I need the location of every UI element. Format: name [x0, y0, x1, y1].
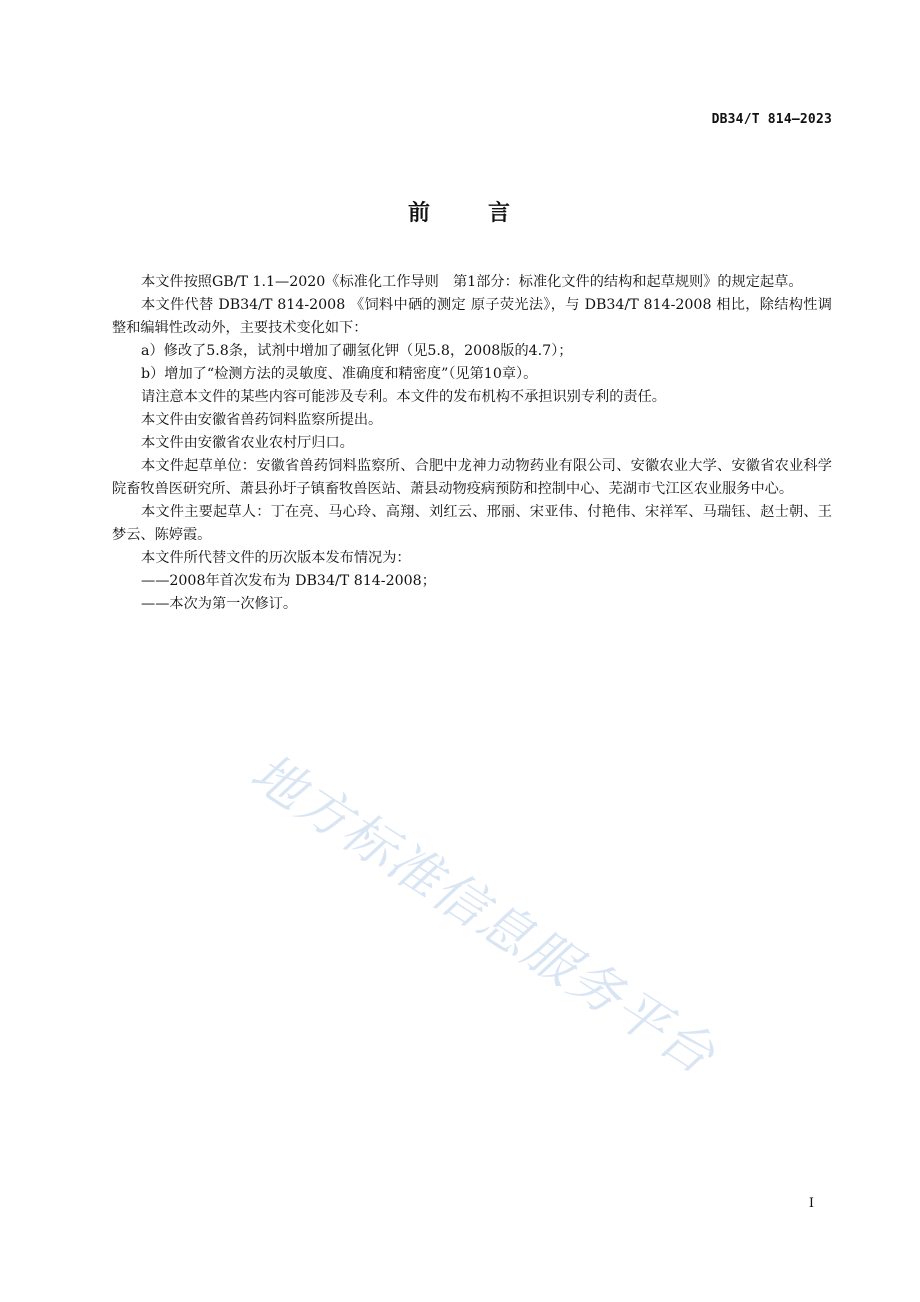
title-char-2: 言 [488, 201, 513, 226]
page-number: I [808, 1196, 814, 1211]
list-item-change-a: a）修改了5.8条，试剂中增加了硼氢化钾（见5.8，2008版的4.7）； [141, 343, 573, 359]
list-item-history-2008: ——2008年首次发布为 DB34/T 814-2008； [141, 573, 436, 589]
paragraph-history-intro: 本文件所代替文件的历次版本发布情况为： [141, 550, 411, 566]
paragraph-replaces: 本文件代替 DB34/T 814-2008 《饲料中硒的测定 原子荧光法》，与 DB34/T 814-2008 相比，除结构性调整和编辑性改动外，主要技术变化如下： [112, 297, 832, 336]
list-item-change-b: b）增加了“检测方法的灵敏度、准确度和精密度”（见第10章）。 [141, 366, 538, 382]
paragraph-proposed-by: 本文件由安徽省兽药饲料监察所提出。 [141, 412, 383, 428]
paragraph-drafters: 本文件主要起草人：丁在亮、马心玲、高翔、刘红云、邢丽、宋亚伟、付艳伟、宋祥军、马瑞钰、赵士朝、王梦云、陈婷霞。 [112, 504, 832, 543]
list-item-history-revision: ——本次为第一次修订。 [141, 596, 298, 612]
watermark-text: 地方标准信息服务平台 [240, 742, 726, 1087]
document-code: DB34/T 814—2023 [711, 112, 832, 127]
paragraph-patent-notice: 请注意本文件的某些内容可能涉及专利。本文件的发布机构不承担识别专利的责任。 [141, 389, 666, 405]
page-title [0, 196, 920, 227]
paragraph-drafting-units: 本文件起草单位：安徽省兽药饲料监察所、合肥中龙神力动物药业有限公司、安徽农业大学、安徽省农业科学院畜牧兽医研究所、萧县孙圩子镇畜牧兽医站、萧县动物疫病预防和控制中心、芜湖市弋江区农业服务中心。 [112, 458, 832, 497]
title-char-1: 前 [407, 201, 432, 226]
paragraph-centralized-by: 本文件由安徽省农业农村厅归口。 [141, 435, 354, 451]
document-body [112, 271, 832, 616]
paragraph-drafting-rules: 本文件按照GB/T 1.1—2020《标准化工作导则 第1部分：标准化文件的结构和起草规则》的规定起草。 [141, 274, 803, 290]
